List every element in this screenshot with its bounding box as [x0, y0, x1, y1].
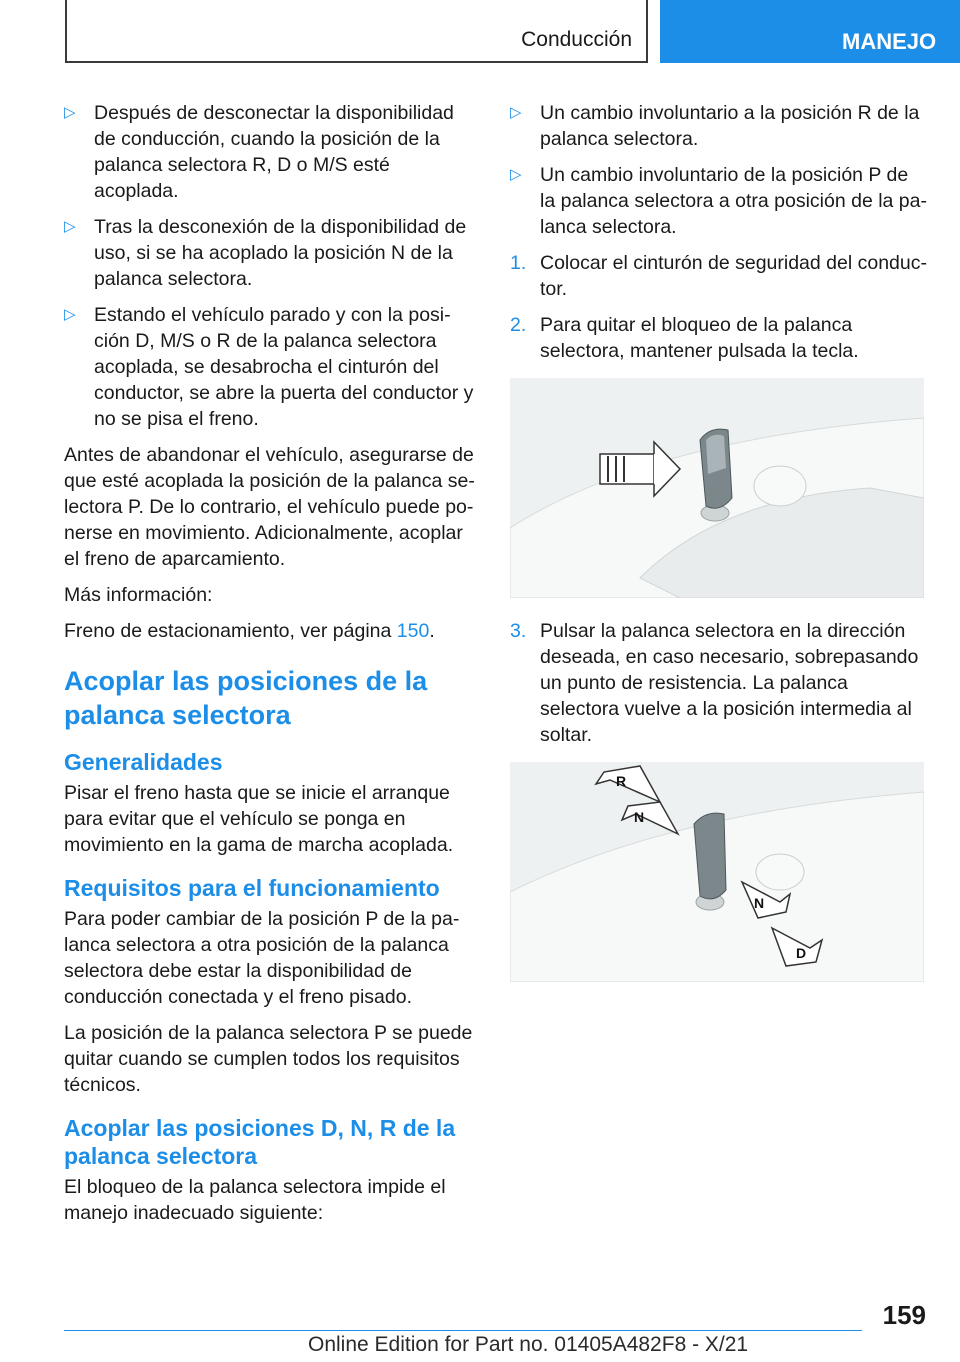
list-item	[64, 214, 478, 292]
list-item-text: Un cambio involuntario a la posición R de la palanca selectora.	[540, 102, 920, 150]
list-item-text: Estando el vehículo parado y con la posición D, M/S o R de la palanca selectora acoplada, se desabrocha el cinturón del conductor, se abre la puerta del conductor y no se pisa el freno.	[94, 304, 474, 430]
right-column	[510, 100, 928, 1002]
subheading-generalities: Generalidades	[64, 749, 223, 775]
step-text: Colocar el cinturón de seguridad del conductor.	[540, 252, 927, 300]
step-number: 2.	[510, 314, 527, 336]
triangle-right-icon: ▷	[64, 306, 76, 323]
requirements-text-1: Para poder cambiar de la posición P de la palanca selectora a otra posición de la palanca selectora debe estar la disponibilidad de conducción conectada y el freno pisado.	[64, 908, 460, 1008]
step-number: 1.	[510, 252, 527, 274]
step-text: Para quitar el bloqueo de la palanca selectora, mantener pulsada la tecla.	[540, 314, 859, 362]
triangle-right-icon: ▷	[510, 166, 522, 183]
list-item	[510, 162, 928, 240]
triangle-right-icon: ▷	[64, 218, 76, 235]
list-item	[510, 100, 928, 152]
step-text: Pulsar la palanca selectora en la dirección deseada, en caso necesario, sobrepasando un punto de resistencia. La palanca selectora vuelve a la posición intermedia al soltar.	[540, 620, 919, 746]
cross-reference-text: Freno de estacionamiento, ver página	[64, 620, 397, 642]
warning-paragraph: Antes de abandonar el vehículo, asegurarse de que esté acoplada la posición de la palanca selectora P. De lo contrario, el vehículo puede ponerse en movimiento. Adicionalmente, acoplar el freno de aparcamiento.	[64, 444, 475, 570]
header-section-title: Conducción	[521, 28, 632, 51]
list-item	[64, 302, 478, 432]
subheading-engage-positions: Acoplar las posiciones D, N, R de la palanca selectora	[64, 1115, 456, 1169]
generalities-text: Pisar el freno hasta que se inicie el arranque para evitar que el vehículo se ponga en movimiento en la gama de marcha acoplada.	[64, 782, 454, 856]
triangle-right-icon: ▷	[64, 104, 76, 121]
step-item	[510, 312, 928, 364]
selector-lever-unlock-illustration	[510, 378, 924, 598]
cross-reference	[64, 618, 478, 644]
selector-lever-positions-illustration	[510, 762, 924, 982]
left-column	[64, 100, 478, 1236]
selector-lever-positions-figure	[510, 762, 924, 982]
figure-label-n: N	[754, 895, 765, 911]
requirements-text-2: La posición de la palanca selectora P se puede quitar cuando se cumplen todos los requisitos técnicos.	[64, 1022, 473, 1096]
subheading-requirements: Requisitos para el funcionamiento	[64, 875, 440, 901]
list-item-text: Tras la desconexión de la disponibilidad de uso, si se ha acoplado la posición N de la palanca selectora.	[94, 216, 467, 290]
engage-positions-text: El bloqueo de la palanca selectora impide el manejo inadecuado siguiente:	[64, 1176, 446, 1224]
figure-label-n: N	[634, 809, 645, 825]
triangle-right-icon: ▷	[510, 104, 522, 121]
selector-lever-unlock-figure	[510, 378, 924, 598]
edition-note: Online Edition for Part no. 01405A482F8 - X/21	[308, 1333, 749, 1356]
footer-divider	[64, 1330, 862, 1331]
figure-label-d: D	[796, 945, 807, 961]
section-heading: Acoplar las posiciones de la palanca selectora	[64, 666, 428, 730]
step-number: 3.	[510, 620, 527, 642]
cross-reference-end: .	[429, 620, 435, 642]
more-info-label: Más información:	[64, 584, 213, 606]
figure-label-r: R	[616, 773, 627, 789]
list-item-text: Un cambio involuntario de la posición P de la palanca selectora a otra posición de la palanca selectora.	[540, 164, 927, 238]
page-link[interactable]: 150	[396, 620, 430, 642]
header-chapter-tab: MANEJO	[660, 0, 960, 63]
list-item-text: Después de desconectar la disponibilidad de conducción, cuando la posición de la palanca selectora R, D o M/S esté acoplada.	[94, 102, 454, 202]
step-item	[510, 618, 928, 748]
list-item	[64, 100, 478, 204]
page-number: 159	[882, 1300, 926, 1330]
step-item	[510, 250, 928, 302]
